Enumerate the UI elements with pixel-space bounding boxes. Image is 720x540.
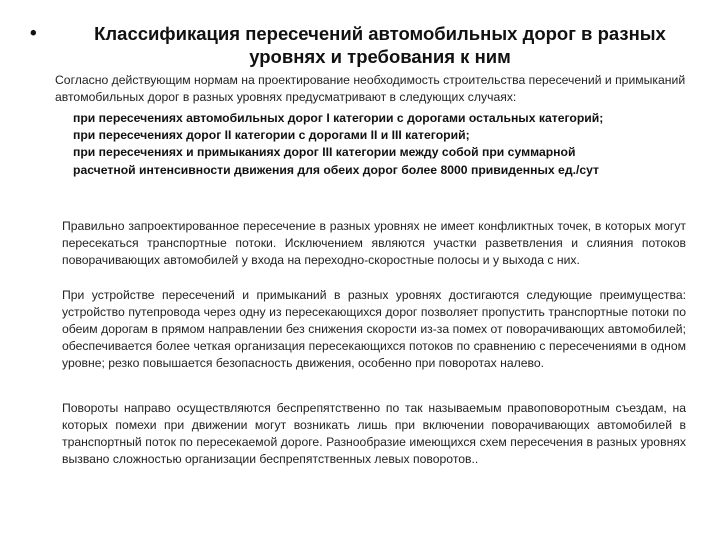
intro-paragraph: Согласно действующим нормам на проектирование необходимость строительства пересечений и примыканий автомобильных дорог в разных уровнях предусматривают в следующих случаях: — [55, 73, 686, 104]
slide-title-row — [30, 22, 700, 68]
conflicts-paragraph: Правильно запроектированное пересечение в разных уровнях не имеет конфликтных точек, в которых могут пересекаться транспортные потоки. Исключением являются участки разветвления и слияния потоков поворачивающих автомобилей у входа на переходно-скоростные полосы и у выхода с них. — [62, 219, 686, 267]
cases-list — [73, 110, 633, 179]
slide-title: Классификация пересечений автомобильных дорог в разных уровнях и требования к ним — [94, 23, 666, 67]
list-item: при пересечениях автомобильных дорог I категории с дорогами остальных категорий; — [73, 111, 604, 125]
list-item: при пересечениях дорог II категории с дорогами II и III категорий; — [73, 128, 470, 143]
list-item: при пересечениях и примыканиях дорог III категории между собой при суммарной расчетной интенсивности движения для обеих дорог более 8000 привиденных ед./сут — [73, 145, 600, 177]
right-turns-paragraph: Повороты направо осуществляются беспрепятственно по так называемым правоповоротным съездам, на которых помехи при движении могут возникать лишь при включении поворачивающих автомобилей в транспортный поток по пересекаемой дороге. Разнообразие имеющихся схем пересечения в разных уровнях вызвано сложностью организации беспрепятственных левых поворотов.. — [62, 401, 686, 466]
title-bullet: • — [30, 23, 37, 44]
advantages-paragraph: При устройстве пересечений и примыканий в разных уровнях достигаются следующие преимущества: устройство путепровода через одну из пересекающихся дорог позволяет пропустить транспортные потоки по обеим дорогам в прямом направлении без снижения скорости из-за помех от поворачивающих автомобилей; обеспечивается более четкая организация пересекающихся потоков по сравнению с пересечениями в одном уровне; резко повышается безопасность движения, особенно при поворотах налево. — [62, 288, 686, 370]
